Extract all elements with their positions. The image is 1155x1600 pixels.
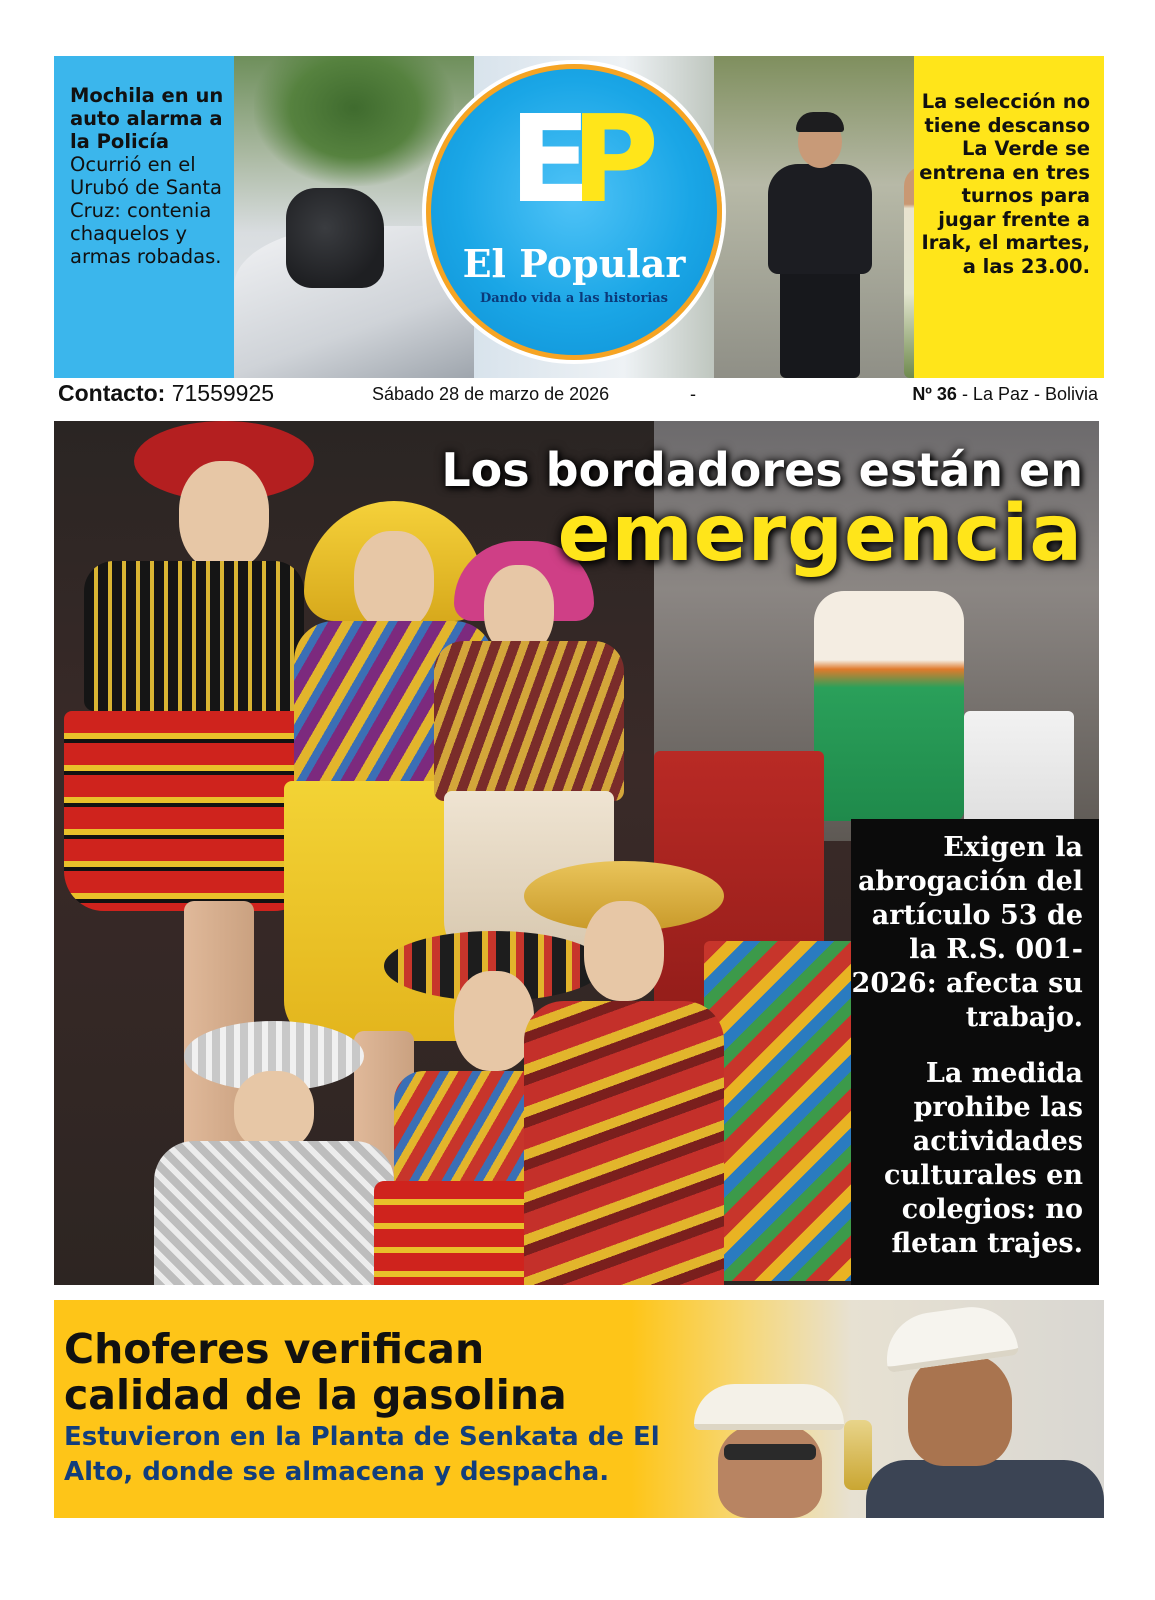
right-story-body: La Verde se entrena en tres turnos para jugar frente a Irak, el martes, a las 23.00. [919, 137, 1090, 278]
left-story[interactable] [70, 84, 232, 268]
photo-small-doll-straw-hat [524, 861, 724, 1285]
logo-letter-e: E [509, 91, 572, 230]
bottom-story[interactable] [54, 1300, 1104, 1518]
photo-small-doll-silver [144, 1021, 404, 1285]
main-headline-line1: Los bordadores están en [441, 443, 1083, 497]
logo-ep-mark [431, 91, 717, 230]
logo-tagline: Dando vida a las historias [479, 291, 669, 306]
bottom-headline: Choferes verifican calidad de la gasolina [64, 1325, 567, 1419]
logo-name: El Popular [462, 241, 686, 286]
contact-number[interactable]: 71559925 [171, 380, 275, 406]
issue-date: Sábado 28 de marzo de 2026 [372, 384, 610, 404]
info-separator: - [690, 384, 696, 404]
bottom-subhead: Estuvieron en la Planta de Senkata de El Alto, donde se almacena y despacha. [64, 1422, 660, 1487]
right-story[interactable] [910, 90, 1090, 278]
header-banner [54, 56, 1104, 378]
left-story-body: Ocurrió en el Urubó de Santa Cruz: contenia chaquelos y armas robadas. [70, 153, 223, 268]
left-story-headline: Mochila en un auto alarma a la Policía [70, 84, 224, 153]
side-text-2: La medida prohibe las actividades culturales en colegios: no fletan trajes. [884, 1058, 1083, 1259]
el-popular-logo[interactable] [426, 64, 722, 360]
photo-garment-green [814, 591, 964, 821]
issue-number: Nº 36 [912, 384, 957, 404]
issue-location: - La Paz - Bolivia [961, 384, 1098, 404]
photo-worker-helmet [866, 1310, 1104, 1518]
right-story-headline: La selección no tiene descanso [921, 90, 1090, 137]
side-text-1: Exigen la abrogación del artículo 53 de la R.S. 001-2026: afecta su trabajo. [851, 832, 1083, 1033]
main-headline-line2: emergencia [557, 489, 1083, 579]
contact-label: Contacto: [58, 380, 166, 406]
photo-backpack [286, 188, 384, 288]
contact [58, 380, 274, 407]
info-strip [58, 380, 1098, 412]
issue-number-location [912, 384, 1098, 405]
photo-coach [754, 116, 884, 378]
photo-tree [254, 56, 454, 186]
logo-letter-p: P [571, 91, 639, 230]
main-story-photo[interactable] [54, 421, 1099, 1285]
